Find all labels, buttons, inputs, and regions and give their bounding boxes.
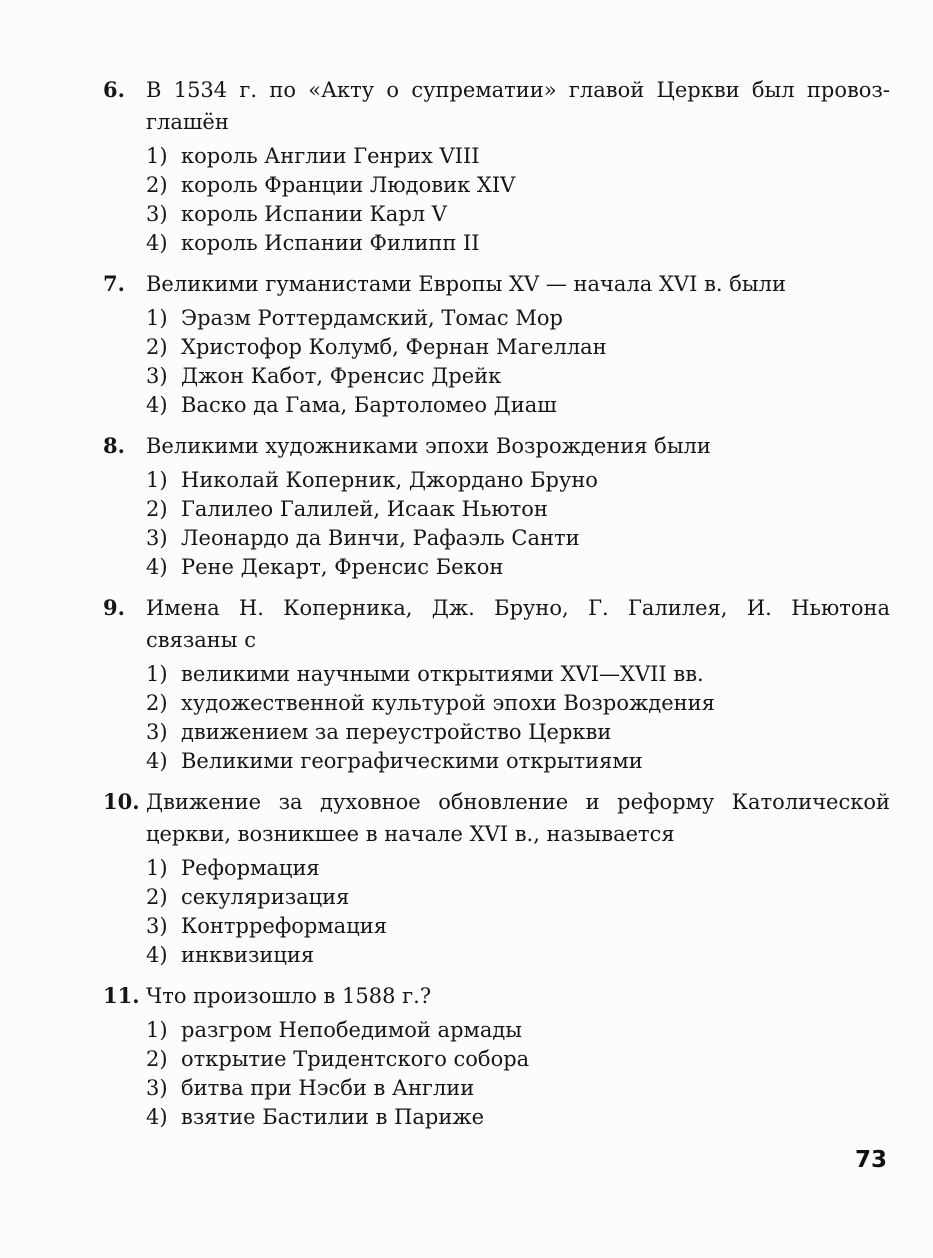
stem-line: Великими художниками эпохи Возрождения были	[146, 434, 711, 458]
answer-option	[146, 854, 890, 883]
option-text: король Франции Людовик XIV	[181, 173, 516, 197]
option-text: Галилео Галилей, Исаак Ньютон	[181, 497, 548, 521]
option-marker: 3)	[146, 914, 168, 938]
question-body	[146, 592, 890, 776]
stem-line: связаны с	[146, 628, 256, 652]
answer-option	[146, 229, 890, 258]
option-text: Николай Коперник, Джордано Бруно	[181, 468, 598, 492]
answer-option	[146, 524, 890, 553]
options	[146, 466, 890, 582]
option-marker: 1)	[146, 1018, 168, 1042]
answer-option	[146, 912, 890, 941]
answer-option	[146, 1103, 890, 1132]
stem-line: Движение за духовное обновление и реформу Католической	[146, 790, 890, 814]
option-text: Контрреформация	[181, 914, 387, 938]
answer-option	[146, 718, 890, 747]
question	[103, 786, 890, 970]
option-marker: 2)	[146, 335, 168, 359]
option-marker: 4)	[146, 555, 168, 579]
options	[146, 142, 890, 258]
answer-option	[146, 362, 890, 391]
answer-option	[146, 883, 890, 912]
answer-option	[146, 689, 890, 718]
option-marker: 1)	[146, 662, 168, 686]
option-marker: 2)	[146, 885, 168, 909]
stem-line: глашён	[146, 110, 229, 134]
option-marker: 2)	[146, 497, 168, 521]
option-marker: 2)	[146, 1047, 168, 1071]
question	[103, 592, 890, 776]
option-marker: 2)	[146, 173, 168, 197]
option-text: художественной культурой эпохи Возрождения	[181, 691, 715, 715]
option-marker: 3)	[146, 720, 168, 744]
question-number: 7.	[103, 271, 125, 296]
question-number: 8.	[103, 433, 125, 458]
option-marker: 4)	[146, 943, 168, 967]
options	[146, 1016, 890, 1132]
option-text: взятие Бастилии в Париже	[181, 1105, 485, 1129]
answer-option	[146, 1045, 890, 1074]
stem-line: церкви, возникшее в начале XVI в., называется	[146, 822, 675, 846]
option-text: Христофор Колумб, Фернан Магеллан	[181, 335, 607, 359]
option-marker: 4)	[146, 393, 168, 417]
option-text: битва при Нэсби в Англии	[181, 1076, 475, 1100]
options	[146, 304, 890, 420]
answer-option	[146, 333, 890, 362]
answer-option	[146, 553, 890, 582]
option-marker: 4)	[146, 1105, 168, 1129]
question-body	[146, 980, 890, 1132]
option-text: открытие Тридентского собора	[181, 1047, 530, 1071]
option-text: великими научными открытиями XVI—XVII вв.	[181, 662, 704, 686]
answer-option	[146, 171, 890, 200]
option-marker: 2)	[146, 691, 168, 715]
option-text: инквизиция	[181, 943, 315, 967]
question-stem	[146, 980, 890, 1012]
question-number: 10.	[103, 789, 140, 814]
option-marker: 1)	[146, 306, 168, 330]
option-text: Реформация	[181, 856, 320, 880]
option-marker: 3)	[146, 364, 168, 388]
option-marker: 4)	[146, 231, 168, 255]
option-text: Рене Декарт, Френсис Бекон	[181, 555, 504, 579]
question-body	[146, 74, 890, 258]
question-stem	[146, 786, 890, 850]
option-text: Джон Кабот, Френсис Дрейк	[181, 364, 502, 388]
answer-option	[146, 660, 890, 689]
answer-option	[146, 304, 890, 333]
option-text: Великими географическими открытиями	[181, 749, 643, 773]
answer-option	[146, 1016, 890, 1045]
option-text: Леонардо да Винчи, Рафаэль Санти	[181, 526, 580, 550]
question-list	[103, 74, 890, 1132]
option-text: секуляризация	[181, 885, 350, 909]
answer-option	[146, 200, 890, 229]
option-text: разгром Непобедимой армады	[181, 1018, 523, 1042]
stem-line: Великими гуманистами Европы XV — начала XVI в. были	[146, 272, 786, 296]
answer-option	[146, 466, 890, 495]
question-stem	[146, 268, 890, 300]
option-marker: 1)	[146, 144, 168, 168]
answer-option	[146, 1074, 890, 1103]
question	[103, 980, 890, 1132]
question	[103, 430, 890, 582]
stem-line: Имена Н. Коперника, Дж. Бруно, Г. Галилея, И. Ньютона	[146, 596, 890, 620]
question-body	[146, 268, 890, 420]
answer-option	[146, 142, 890, 171]
question-number: 6.	[103, 77, 125, 102]
answer-option	[146, 495, 890, 524]
options	[146, 660, 890, 776]
option-marker: 1)	[146, 856, 168, 880]
question-stem	[146, 592, 890, 656]
option-text: король Испании Карл V	[181, 202, 447, 226]
option-marker: 3)	[146, 1076, 168, 1100]
question-number: 9.	[103, 595, 125, 620]
question	[103, 268, 890, 420]
answer-option	[146, 391, 890, 420]
stem-line: Что произошло в 1588 г.?	[146, 984, 432, 1008]
option-text: король Испании Филипп II	[181, 231, 480, 255]
option-marker: 4)	[146, 749, 168, 773]
question	[103, 74, 890, 258]
question-body	[146, 430, 890, 582]
option-text: король Англии Генрих VIII	[181, 144, 480, 168]
option-marker: 3)	[146, 202, 168, 226]
stem-line: В 1534 г. по «Акту о супрематии» главой Церкви был провоз-	[146, 78, 890, 102]
option-text: движением за переустройство Церкви	[181, 720, 612, 744]
options	[146, 854, 890, 970]
option-text: Васко да Гама, Бартоломео Диаш	[181, 393, 557, 417]
answer-option	[146, 747, 890, 776]
option-marker: 1)	[146, 468, 168, 492]
answer-option	[146, 941, 890, 970]
question-stem	[146, 430, 890, 462]
question-number: 11.	[103, 983, 140, 1008]
option-text: Эразм Роттердамский, Томас Мор	[181, 306, 563, 330]
question-stem	[146, 74, 890, 138]
option-marker: 3)	[146, 526, 168, 550]
page-number: 73	[854, 1147, 887, 1173]
question-body	[146, 786, 890, 970]
